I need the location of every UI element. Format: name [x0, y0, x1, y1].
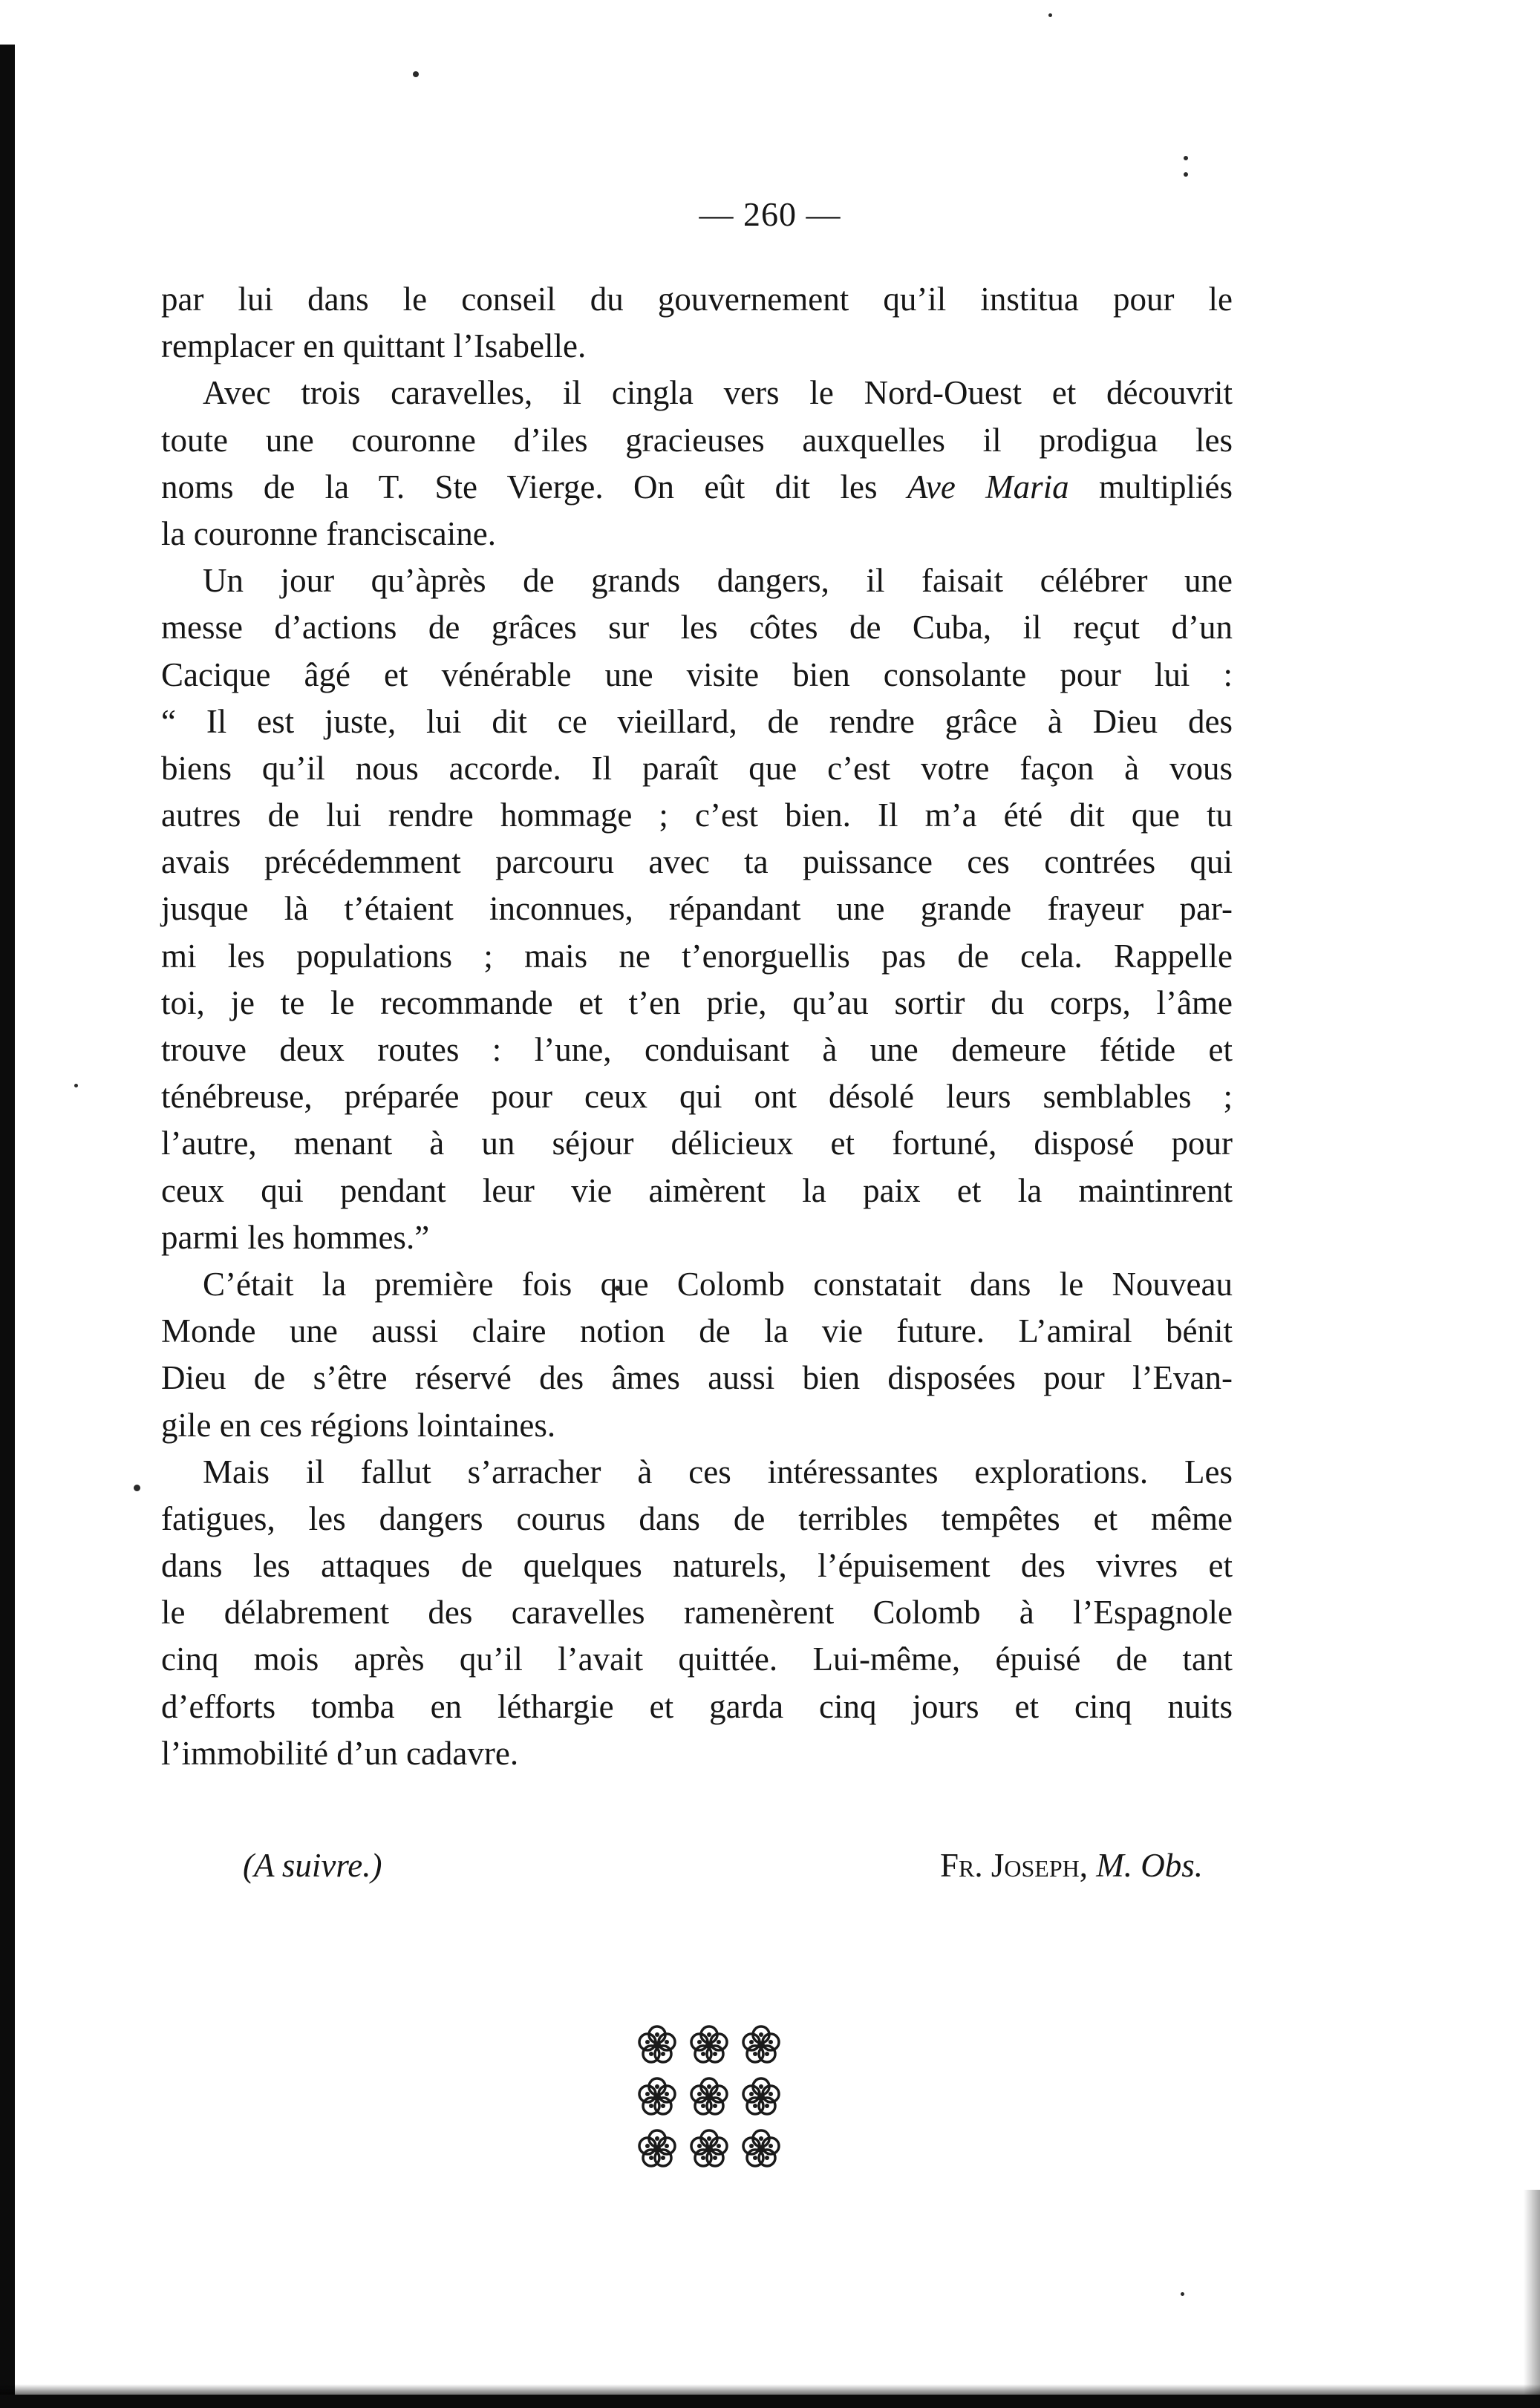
- text-line: d’efforts tomba en léthargie et garda cinq jours et cinq nuits: [161, 1687, 1233, 1725]
- text-line: fatigues, les dangers courus dans de terribles tempêtes et même: [161, 1499, 1233, 1537]
- ornament-flower: [743, 2078, 779, 2114]
- author-signature: [940, 1839, 1203, 1891]
- ornament-flower: [743, 2026, 779, 2062]
- text-line: avais précédemment parcouru avec ta puissance ces contrées qui: [161, 843, 1233, 881]
- text-line: trouve deux routes : l’une, conduisant à une demeure fétide et: [161, 1031, 1233, 1068]
- ornament-flower: [639, 2130, 675, 2166]
- text-line: l’autre, menant à un séjour délicieux et fortuné, disposé pour: [161, 1125, 1233, 1162]
- text-line: “ Il est juste, lui dit ce vieillard, de rendre grâce à Dieu des: [161, 702, 1233, 740]
- scan-speck: [1184, 172, 1188, 177]
- text-line: cinq mois après qu’il l’avait quittée. Lui-même, épuisé de tant: [161, 1640, 1233, 1678]
- scan-speck: [1048, 13, 1052, 17]
- scan-right-shadow: [1524, 2190, 1540, 2408]
- italic-ave-maria: Ave Maria: [907, 468, 1069, 506]
- text-line: Cacique âgé et vénérable une visite bien consolante pour lui :: [161, 655, 1233, 693]
- ornament-flower: [639, 2078, 675, 2114]
- scan-speck: [134, 1485, 140, 1491]
- ornament-flower: [639, 2026, 675, 2062]
- text-line: Avec trois caravelles, il cingla vers le Nord-Ouest et découvrit: [203, 374, 1233, 412]
- ornament-flower: [691, 2130, 727, 2166]
- scan-speck: [1184, 156, 1188, 160]
- scan-speck: [74, 1084, 78, 1087]
- scan-speck: [1181, 2292, 1184, 2296]
- body-text: [161, 276, 1233, 1777]
- floral-tailpiece-icon: [631, 2019, 787, 2175]
- text-line: Dieu de s’être réservé des âmes aussi bien disposées pour l’Evan-: [161, 1359, 1233, 1397]
- scan-bottom-shadow: [0, 2384, 1540, 2395]
- author-name: Fr. Joseph,: [940, 1847, 1088, 1884]
- text-line: ceux qui pendant leur vie aimèrent la paix et la maintinrent: [161, 1171, 1233, 1209]
- text-line: mi les populations ; mais ne t’enorguellis pas de cela. Rappelle: [161, 937, 1233, 975]
- scan-bottom-edge: [0, 2395, 1540, 2408]
- author-order: M. Obs.: [1096, 1847, 1203, 1884]
- page-number: — 260 —: [699, 195, 841, 233]
- text-line: Mais il fallut s’arracher à ces intéressantes explorations. Les: [203, 1453, 1233, 1491]
- text-line: toute une couronne d’iles gracieuses auxquelles il prodigua les: [161, 421, 1233, 459]
- text-line: jusque là t’étaient inconnues, répandant une grande frayeur par-: [161, 890, 1233, 928]
- signature-row: [161, 1839, 1233, 1891]
- text-line: autres de lui rendre hommage ; c’est bien. Il m’a été dit que tu: [161, 796, 1233, 834]
- text-line: gile en ces régions lointaines.: [161, 1406, 556, 1444]
- text-line: ténébreuse, préparée pour ceux qui ont désolé leurs semblables ;: [161, 1078, 1233, 1116]
- ornament-flower: [691, 2078, 727, 2114]
- to-be-continued: (A suivre.): [243, 1847, 382, 1884]
- text-line: par lui dans le conseil du gouvernement qu’il institua pour le: [161, 281, 1233, 318]
- text-line: la couronne franciscaine.: [161, 514, 497, 552]
- text-line: messe d’actions de grâces sur les côtes de Cuba, il reçut d’un: [161, 609, 1233, 647]
- text-segment: noms de la T. Ste Vierge. On eût dit les: [161, 468, 878, 506]
- text-line: dans les attaques de quelques naturels, l’épuisement des vivres et: [161, 1547, 1233, 1585]
- text-segment: multipliés: [1099, 468, 1233, 506]
- text-line: toi, je te le recommande et t’en prie, qu’au sortir du corps, l’âme: [161, 984, 1233, 1021]
- text-line: Monde une aussi claire notion de la vie future. L’amiral bénit: [161, 1312, 1233, 1350]
- ornament-flower: [691, 2026, 727, 2062]
- scan-speck: [413, 71, 419, 77]
- text-line: parmi les hommes.”: [161, 1218, 430, 1256]
- text-line: Un jour qu’àprès de grands dangers, il faisait célébrer une: [203, 562, 1233, 600]
- text-line: C’était la première fois que Colomb constatait dans le Nouveau: [203, 1265, 1233, 1303]
- text-line: remplacer en quittant l’Isabelle.: [161, 327, 587, 365]
- text-line: l’immobilité d’un cadavre.: [161, 1734, 519, 1772]
- ornament-flower: [743, 2130, 779, 2166]
- text-line: le délabrement des caravelles ramenèrent Colomb à l’Espagnole: [161, 1594, 1233, 1632]
- text-line-with-italic: [161, 464, 1233, 511]
- scan-left-edge: [0, 45, 15, 2408]
- text-line: biens qu’il nous accorde. Il paraît que c’est votre façon à vous: [161, 749, 1233, 787]
